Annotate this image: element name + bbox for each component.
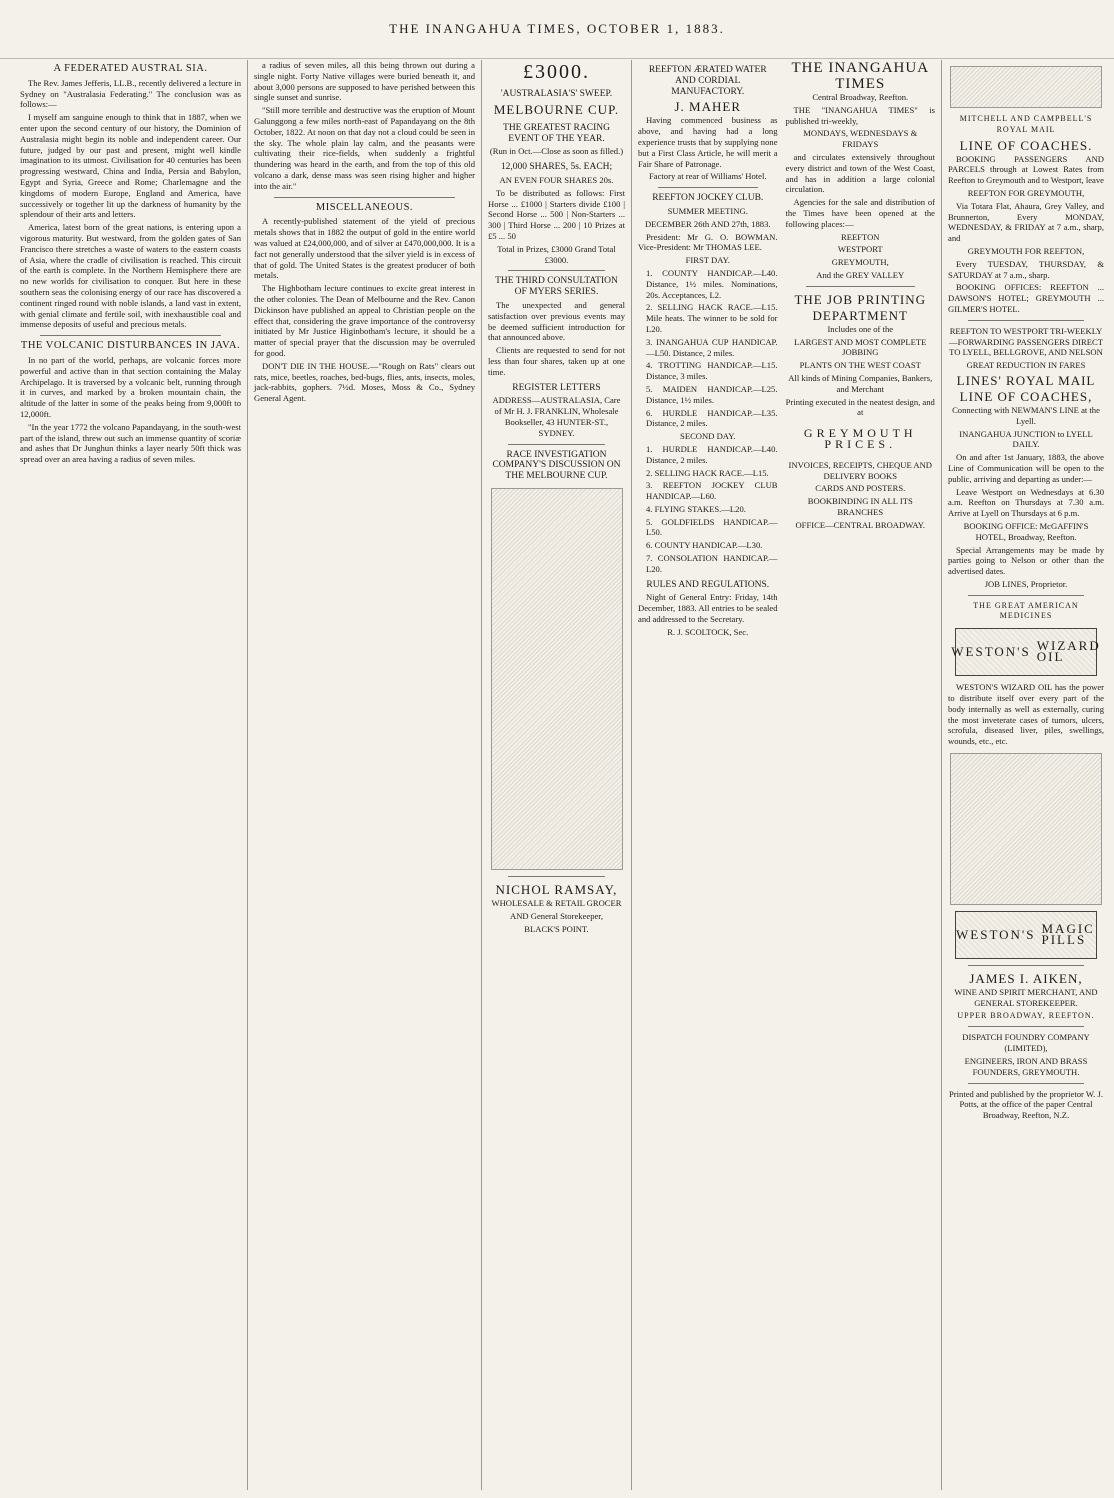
aiken-trade: WINE AND SPIRIT MERCHANT, AND GENERAL STOREKEEPER. <box>954 987 1098 1008</box>
divider <box>968 595 1084 596</box>
column-5 <box>942 60 1110 1490</box>
article-paragraph: "Still more terrible and destructive was the eruption of Mount Galunggong a few miles north-east of Papandayang on the 8th October, 1822. At noon on that day not a cloud could be seen in the sky. The whole plain lay calm, and the peasants were cultivating their rice-fields, when suddenly a frightful thundering was heard in the earth, and from the top of this old volcano a dark, dense mass was seen rising higher and higher into the air." <box>254 105 475 191</box>
publication-days: MONDAYS, WEDNESDAYS & FRIDAYS <box>803 128 918 150</box>
divider <box>806 286 915 287</box>
agency-place: GREYMOUTH, <box>831 257 889 268</box>
article-paragraph: a radius of seven miles, all this being thrown out during a single night. Forty Native villages were buried beneath it, and about 3,000 persons are supposed to have perished between this single sunset and sunrise. <box>254 60 475 103</box>
route-heading: REEFTON FOR GREYMOUTH, <box>967 187 1085 198</box>
rules-title: RULES AND REGULATIONS. <box>646 579 770 590</box>
shares-heading: 12,000 SHARES, 5s. EACH; <box>500 162 613 173</box>
column-1 <box>14 60 248 1490</box>
column-4 <box>632 60 942 1490</box>
plants-line: PLANTS ON THE WEST COAST <box>799 360 921 371</box>
booking-office: BOOKING OFFICE: McGAFFIN'S HOTEL, Broadway, Reefton. <box>963 520 1089 542</box>
race-entry: 2. SELLING HACK RACE.—L15. Mile heats. The winner to be sold for L20. <box>646 302 778 334</box>
divider <box>508 270 605 271</box>
junction-service: INANGAHUA JUNCTION to LYELL DAILY. <box>959 428 1093 450</box>
advert-line: WHOLESALE & RETAIL GROCER <box>491 897 622 908</box>
agency-place: REEFTON <box>840 231 880 242</box>
article-paragraph: America, latest born of the great nations, is entering upon a vigorous maturity. But westward, from the golden gates of San Francisco there stretches a waste of waters to the eastern coasts of Asia, where the cradle of civilisation is reached. This circuit of the earth is complete. In the Northern Hemisphere there are no new worlds for civilisation to conquer. But here in these southern seas the colonising energy of our race has discovered a continent ringed round with noble islands, a land vast in extent, with genial climate and fertile soil, with inexhaustible coal and immense deposits of useful and precious metals. <box>20 222 241 330</box>
maher-name: J. MAHER <box>674 99 742 115</box>
article-paragraph: The Rev. James Jefferis, LL.B., recently delivered a lecture in Sydney on "Australasia Federating." The conclusion was as follows:— <box>20 77 241 110</box>
advert-nichol-ramsay: NICHOL RAMSAY, <box>495 881 618 897</box>
divider <box>274 197 455 198</box>
register-letters: REGISTER LETTERS <box>512 382 601 393</box>
route-detail: Via Totara Flat, Ahaura, Grey Valley, and Brunnerton, Every MONDAY, WEDNESDAY, & FRIDAY at 7 a.m., sharp, and <box>948 200 1104 244</box>
meeting-title: SUMMER MEETING. <box>667 205 748 216</box>
masthead: THE INANGAHUA TIMES, OCTOBER 1, 1883. <box>0 0 1114 59</box>
times-advert-block <box>786 60 935 640</box>
agencies: Agencies for the sale and distribution of the Times have been opened at the following places:— <box>785 197 935 229</box>
fare-reduction: GREAT REDUCTION IN FARES <box>966 360 1086 371</box>
divider <box>508 876 605 877</box>
booking-paragraph: BOOKING PASSENGERS AND PARCELS through at Lowest Rates from Reefton to Greymouth and to Westport, leave <box>948 153 1104 186</box>
wizard-oil-logo <box>951 628 1101 676</box>
special-arrangements: Special Arrangements may be made by parties going to Nelson or other than the advertised dates. <box>948 544 1104 577</box>
article-paragraph: Clients are requested to send for not less than four shares, taken up at one time. <box>488 345 625 377</box>
race-entry: 1. HURDLE HANDICAP.—L40. Distance, 2 miles. <box>646 443 778 465</box>
prize-total: Total in Prizes, £3000 Grand Total £3000. <box>497 243 616 265</box>
prize-amount: £3000. <box>523 61 590 83</box>
shares-even: AN EVEN FOUR SHARES 20s. <box>499 174 614 185</box>
agency-place: And the GREY VALLEY <box>816 269 905 280</box>
article-title-java: THE VOLCANIC DISTURBANCES IN JAVA. <box>20 340 241 352</box>
wizard-oil-line2: WIZARD OIL <box>1036 638 1101 665</box>
all-kinds: All kinds of Mining Companies, Bankers, and Merchant <box>788 372 933 394</box>
race-entry: 5. GOLDFIELDS HANDICAP.—L50. <box>646 516 778 538</box>
race-entry: 2. SELLING HACK RACE.—L15. <box>646 467 769 478</box>
race-entry: 4. TROTTING HANDICAP.—L15. Distance, 3 miles. <box>646 360 778 382</box>
magic-pills-line2: MAGIC PILLS <box>1041 921 1095 948</box>
cards-line: CARDS AND POSTERS. <box>815 483 906 494</box>
westport-service: REEFTON TO WESTPORT TRI-WEEKLY—FORWARDING PASSENGERS DIRECT TO LYELL, BELLGROVE, AND NELSON <box>949 325 1103 358</box>
article-paragraph: The unexpected and general satisfaction over previous events may be deemed sufficient introduction for that announced above. <box>488 299 625 343</box>
circulation: and circulates extensively throughout every district and town of the West Coast, and has in addition a large colonial circulation. <box>785 151 935 195</box>
magic-pills-logo <box>955 911 1097 959</box>
race-entry: 7. CONSOLATION HANDICAP.—L20. <box>646 553 778 574</box>
agency-place: WESTPORT <box>837 244 883 255</box>
race-entry: 6. HURDLE HANDICAP.—L35. Distance, 2 miles. <box>646 407 778 429</box>
run-note: (Run in Oct.—Close as soon as filled.) <box>489 146 624 157</box>
club-officers: President: Mr G. O. BOWMAN. Vice-President: Mr THOMAS LEE. <box>638 231 778 253</box>
lines-connection: Connecting with NEWMAN'S LINE at the Lyell. <box>952 404 1100 426</box>
maher-paragraph: Having commenced business as above, and having had a long experience trusts that by supplying none but a First Class Article, he will merit a Fair Share of Patronage. <box>638 115 778 169</box>
column-2 <box>248 60 482 1490</box>
timetable-paragraph: On and after 1st January, 1883, the above Line of Communication will be open to the public, arriving and departing as under:— <box>948 452 1104 484</box>
route-heading: GREYMOUTH FOR REEFTON, <box>967 245 1085 256</box>
race-entry: 5. MAIDEN HANDICAP.—L25. Distance, 1½ miles. <box>646 383 778 405</box>
jockey-club-title: REEFTON JOCKEY CLUB. <box>652 193 764 204</box>
printer-imprint: Printed and published by the proprietor W. J. Potts, at the office of the paper Central Broadway, Reefton, N.Z. <box>949 1088 1103 1121</box>
article-paragraph: "In the year 1772 the volcano Papandayang, in the south-west part of the island, threw out such an immense quantity of scoriæ and ashes that Dr Junghun thinks a layer nearly 50ft thick was spread over an area having a radius of seven miles. <box>20 421 241 465</box>
article-paragraph: I myself am sanguine enough to think that in 1887, when we enter upon the second century of our history, the Dominion of Australasia might begin its noble and independent career. Our future, judged by our past and present, might well kindle imagination to its utmost. Civilisation for 40 centuries has been progressing westward, China and India, Persia and Babylon, Egypt and Syria, Greece and Rome; Charlemagne and the kingdoms of modern Europe, England and America, have successively or together lit up the darkness of humanity by the splendour of their arts and letters. <box>20 112 241 220</box>
section-title-miscellaneous: MISCELLANEOUS. <box>315 201 414 213</box>
article-title-federation: A FEDERATED AUSTRAL SIA. <box>53 63 208 74</box>
coaches-title: LINE OF COACHES. <box>959 137 1093 153</box>
bookbinding-line: BOOKBINDING IN ALL ITS BRANCHES <box>807 496 913 517</box>
office-line: OFFICE—CENTRAL BROADWAY. <box>795 519 926 530</box>
race-entry: 4. FLYING STAKES.—L20. <box>646 503 746 514</box>
times-title: THE INANGAHUA TIMES <box>791 60 930 92</box>
wizard-oil-paragraph: WESTON'S WIZARD OIL has the power to distribute itself over every part of the body internally as well as externally, curing the most inveterate cases of tumors, ulcers, scrofula, diseased liver, piles, swellings, wounds, etc., etc. <box>948 682 1104 747</box>
sweep-title: 'AUSTRALASIA'S' SWEEP. <box>500 89 613 99</box>
meeting-dates: DECEMBER 26th AND 27th, 1883. <box>644 218 771 229</box>
second-day: SECOND DAY. <box>680 431 736 442</box>
divider <box>508 444 605 445</box>
article-paragraph: In no part of the world, perhaps, are volcanic forces more powerful and active than in that section containing the Malay Archipelago. It is traversed by a volcanic belt, running through it in curves, and marked by a broken mountain chain, the altitude of the latter in some of the peaks being from 9,000ft to 12,000ft. <box>20 354 241 419</box>
cup-title: MELBOURNE CUP. <box>493 101 620 117</box>
article-paragraph: A recently-published statement of the yield of precious metals shows that in 1882 the output of gold in the entire world was valued at £24,000,000, and of silver at £470,000,000. It is a fact not generally understood that the silver yield is in excess of that of gold. The United States is the greatest producer of both metals. <box>254 216 475 281</box>
race-entry: 3. REEFTON JOCKEY CLUB HANDICAP.—L60. <box>646 480 778 502</box>
address-block: ADDRESS—AUSTRALASIA, Care of Mr H. J. FRANKLIN, Wholesale Bookseller, 43 HUNTER-ST., SYDNEY. <box>492 395 621 438</box>
medicine-illustration <box>950 753 1102 905</box>
magic-pills-line1: WESTON'S <box>956 926 1036 942</box>
booking-offices: BOOKING OFFICES: REEFTON ... DAWSON'S HOTEL; GREYMOUTH ... GILMER'S HOTEL. <box>948 282 1104 314</box>
divider <box>968 965 1084 966</box>
job-printing-line: Includes one of the <box>827 323 894 334</box>
advert-line: BLACK'S POINT. <box>524 923 589 934</box>
times-address: Central Broadway, Reefton. <box>812 92 909 102</box>
race-entry: 6. COUNTY HANDICAP.—L30. <box>646 540 763 551</box>
divider <box>40 335 221 336</box>
proprietor: JOB LINES, Proprietor. <box>984 578 1068 589</box>
medicine-header: THE GREAT AMERICAN MEDICINES <box>973 600 1079 621</box>
job-printing-title: THE JOB PRINTING DEPARTMENT <box>794 291 927 323</box>
prize-distribution: To be distributed as follows: First Horse ... £1000 | Starters divide £100 | Second Horse ... 500 | Non-Starters ... 300 | Third Horse ... 200 | 10 Prizes at £5 ... 50 <box>488 187 625 241</box>
times-paragraph: THE "INANGAHUA TIMES" is published tri-weekly, <box>785 104 935 126</box>
largest-line: LARGEST AND MOST COMPLETE JOBBING <box>794 336 927 358</box>
divider <box>968 1083 1084 1084</box>
consultation-title: THE THIRD CONSULTATION OF MYERS SERIES. <box>495 276 618 298</box>
divider <box>968 1026 1084 1027</box>
prize-table-image <box>491 488 623 870</box>
race-entry: 3. INANGAHUA CUP HANDICAP.—L50. Distance, 2 miles. <box>646 336 778 358</box>
advert-line: AND General Storekeeper, <box>510 910 603 921</box>
printing-line: Printing executed in the neatest design, and at <box>785 396 935 418</box>
greymouth-prices: GREYMOUTH PRICES. <box>803 426 917 451</box>
event-subtitle: THE GREATEST RACING EVENT OF THE YEAR. <box>503 122 610 144</box>
aiken-name: JAMES I. AIKEN, <box>969 971 1083 987</box>
race-investigation-title: RACE INVESTIGATION COMPANY'S DISCUSSION ON THE MELBOURNE CUP. <box>492 449 621 482</box>
aerated-title: REEFTON ÆRATED WATER AND CORDIAL MANUFACTORY. <box>648 65 767 97</box>
advert-left-block <box>638 60 778 640</box>
divider <box>968 320 1084 321</box>
factory-location: Factory at rear of Williams' Hotel. <box>649 171 767 182</box>
route-detail: Every TUESDAY, THURSDAY, & SATURDAY at 7 a.m., sharp. <box>948 258 1104 280</box>
wizard-oil-line1: WESTON'S <box>951 643 1031 659</box>
article-paragraph: The Highbotham lecture continues to excite great interest in the other colonies. The Dean of Melbourne and the Rev. Canon Dickinson have published an appeal to Christian people on the effect that, considering the grave importance of the controversy initiated by Mr Justice Higinbotham's lecture, it should be a matter of special prayer that the discussion may be overruled for good. <box>254 283 475 358</box>
secretary: R. J. SCOLTOCK, Sec. <box>667 626 749 637</box>
timetable-detail: Leave Westport on Wednesdays at 6.30 a.m. Reefton on Thursdays at 7.30 a.m. Arrive at Lyell on Thursdays at 6 p.m. <box>948 486 1104 519</box>
first-day: FIRST DAY. <box>685 255 730 266</box>
lines-royal-mail: LINES' ROYAL MAIL LINE OF COACHES, <box>956 372 1096 404</box>
engineers: ENGINEERS, IRON AND BRASS FOUNDERS, GREYMOUTH. <box>964 1056 1088 1077</box>
rules-paragraph: Night of General Entry: Friday, 14th December, 1883. All entries to be sealed and addressed to the Secretary. <box>638 592 778 625</box>
coach-illustration <box>950 66 1102 108</box>
article-paragraph: DON'T DIE IN THE HOUSE.—"Rough on Rats" clears out rats, mice, beetles, roaches, bed-bugs, flies, ants, insects, moles, jack-rabbits, gophers. 7½d. Moses, Moss & Co., Sydney General Agent. <box>254 360 475 404</box>
coaches-header: MITCHELL AND CAMPBELL'S ROYAL MAIL <box>959 114 1093 134</box>
aiken-address: UPPER BROADWAY, REEFTON. <box>957 1010 1095 1020</box>
column-3 <box>482 60 632 1490</box>
race-entry: 1. COUNTY HANDICAP.—L40. Distance, 1½ miles. Nominations, 20s. Acceptances, L2. <box>646 267 778 300</box>
dispatch-foundry: DISPATCH FOUNDRY COMPANY (LIMITED), <box>962 1032 1090 1054</box>
invoices-line: INVOICES, RECEIPTS, CHEQUE AND DELIVERY BOOKS <box>788 459 932 481</box>
divider <box>658 187 758 188</box>
